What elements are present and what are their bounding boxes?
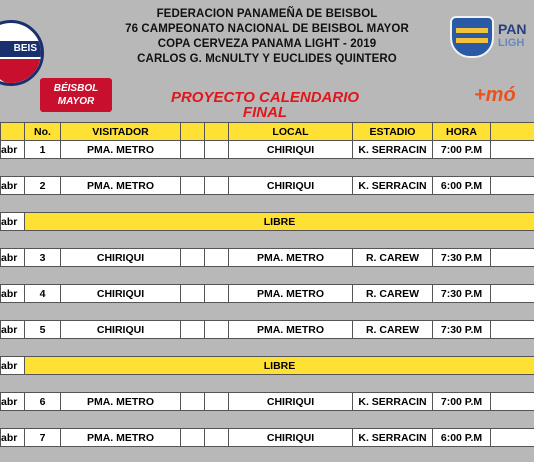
- col-number: No.: [25, 123, 61, 141]
- blank-cell: [491, 321, 534, 339]
- tv-channel-logo: +mó: [474, 84, 516, 106]
- blank-cell: [181, 429, 205, 447]
- visitor-team: CHIRIQUI: [61, 321, 181, 339]
- game-row: [1, 393, 534, 411]
- blank-cell: [181, 321, 205, 339]
- blank-cell: [181, 249, 205, 267]
- spacer-row: [1, 339, 534, 357]
- game-number: 2: [25, 177, 61, 195]
- game-time: 7:30 P.M: [433, 321, 491, 339]
- col-time: HORA: [433, 123, 491, 141]
- game-number: 4: [25, 285, 61, 303]
- cup-title: COPA CERVEZA PANAMA LIGHT - 2019: [157, 38, 377, 50]
- game-row: [1, 285, 534, 303]
- blank-cell: [205, 249, 229, 267]
- game-row: [1, 249, 534, 267]
- game-row: [1, 429, 534, 447]
- date-cell: abr: [1, 213, 25, 231]
- col-blank-2: [205, 123, 229, 141]
- spacer-row: [1, 267, 534, 285]
- visitor-team: PMA. METRO: [61, 429, 181, 447]
- local-team: PMA. METRO: [229, 321, 353, 339]
- visitor-team: CHIRIQUI: [61, 285, 181, 303]
- date-cell: abr: [1, 321, 25, 339]
- col-date: [1, 123, 25, 141]
- game-time: 7:30 P.M: [433, 285, 491, 303]
- blank-cell: [205, 285, 229, 303]
- schedule-table: [0, 122, 534, 447]
- game-time: 7:30 P.M: [433, 249, 491, 267]
- game-row: [1, 321, 534, 339]
- col-blank-3: [491, 123, 534, 141]
- visitor-team: PMA. METRO: [61, 141, 181, 159]
- date-cell: abr: [1, 429, 25, 447]
- spacer-row: [1, 195, 534, 213]
- game-time: 7:00 P.M: [433, 393, 491, 411]
- date-cell: abr: [1, 249, 25, 267]
- blank-cell: [181, 393, 205, 411]
- stadium: R. CAREW: [353, 249, 433, 267]
- visitor-team: CHIRIQUI: [61, 249, 181, 267]
- blank-cell: [205, 429, 229, 447]
- col-stadium: ESTADIO: [353, 123, 433, 141]
- col-blank-1: [181, 123, 205, 141]
- date-cell: abr: [1, 141, 25, 159]
- game-number: 1: [25, 141, 61, 159]
- date-cell: abr: [1, 285, 25, 303]
- beisbol-mayor-logo: BÉISBOL MAYOR: [40, 78, 112, 112]
- libre-label: LIBRE: [25, 357, 534, 375]
- col-local: LOCAL: [229, 123, 353, 141]
- federation-logo: BEIS: [0, 20, 44, 86]
- table-header-row: [1, 123, 534, 141]
- blank-cell: [491, 393, 534, 411]
- spacer-row: [1, 303, 534, 321]
- blank-cell: [491, 429, 534, 447]
- visitor-team: PMA. METRO: [61, 177, 181, 195]
- local-team: CHIRIQUI: [229, 393, 353, 411]
- blank-cell: [181, 285, 205, 303]
- spacer-row: [1, 375, 534, 393]
- honorees-title: CARLOS G. McNULTY Y EUCLIDES QUINTERO: [137, 53, 397, 65]
- spacer-row: [1, 231, 534, 249]
- date-cell: abr: [1, 177, 25, 195]
- schedule-body: [1, 141, 534, 447]
- blank-cell: [181, 141, 205, 159]
- col-visitor: VISITADOR: [61, 123, 181, 141]
- blank-cell: [181, 177, 205, 195]
- stadium: K. SERRACIN: [353, 177, 433, 195]
- local-team: CHIRIQUI: [229, 141, 353, 159]
- game-time: 7:00 P.M: [433, 141, 491, 159]
- date-cell: abr: [1, 393, 25, 411]
- stadium: K. SERRACIN: [353, 141, 433, 159]
- blank-cell: [205, 393, 229, 411]
- libre-label: LIBRE: [25, 213, 534, 231]
- game-time: 6:00 P.M: [433, 177, 491, 195]
- panama-light-logo: PAN LIGH: [450, 16, 534, 66]
- libre-row: [1, 213, 534, 231]
- date-cell: abr: [1, 357, 25, 375]
- federation-title: FEDERACION PANAMEÑA DE BEISBOL: [156, 8, 378, 20]
- blank-cell: [491, 177, 534, 195]
- document-header: [0, 0, 534, 122]
- spacer-row: [1, 411, 534, 429]
- blank-cell: [491, 285, 534, 303]
- stadium: R. CAREW: [353, 285, 433, 303]
- local-team: CHIRIQUI: [229, 177, 353, 195]
- stadium: K. SERRACIN: [353, 393, 433, 411]
- project-title: PROYECTO CALENDARIO FINAL: [170, 89, 360, 121]
- local-team: PMA. METRO: [229, 249, 353, 267]
- local-team: PMA. METRO: [229, 285, 353, 303]
- stadium: K. SERRACIN: [353, 429, 433, 447]
- spacer-row: [1, 159, 534, 177]
- blank-cell: [491, 249, 534, 267]
- blank-cell: [205, 177, 229, 195]
- local-team: CHIRIQUI: [229, 429, 353, 447]
- game-row: [1, 141, 534, 159]
- blank-cell: [205, 321, 229, 339]
- game-time: 6:00 P.M: [433, 429, 491, 447]
- visitor-team: PMA. METRO: [61, 393, 181, 411]
- game-number: 5: [25, 321, 61, 339]
- game-number: 6: [25, 393, 61, 411]
- libre-row: [1, 357, 534, 375]
- stadium: R. CAREW: [353, 321, 433, 339]
- championship-title: 76 CAMPEONATO NACIONAL DE BEISBOL MAYOR: [125, 23, 409, 35]
- game-number: 3: [25, 249, 61, 267]
- blank-cell: [491, 141, 534, 159]
- blank-cell: [205, 141, 229, 159]
- game-number: 7: [25, 429, 61, 447]
- game-row: [1, 177, 534, 195]
